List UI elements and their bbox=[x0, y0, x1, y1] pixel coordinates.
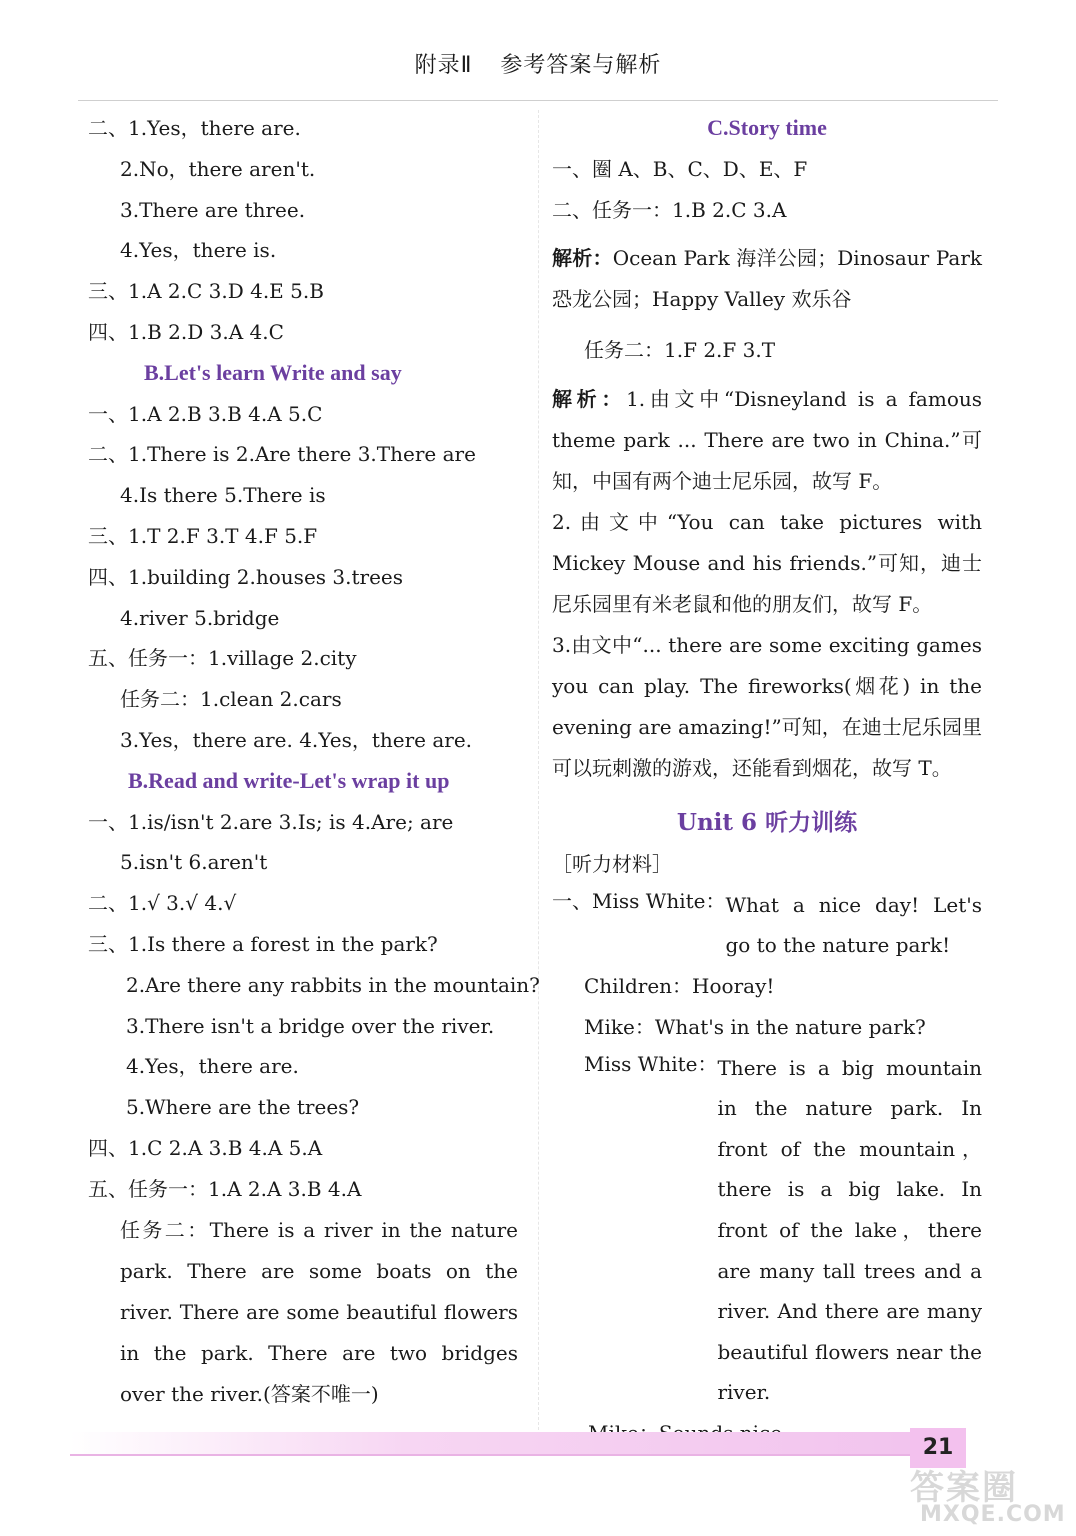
dialogue-line: Children：Hooray! bbox=[584, 973, 775, 998]
watermark-bottom: MXQE.COM bbox=[920, 1502, 1066, 1527]
dialogue-line bbox=[552, 1048, 982, 1413]
unit-title: Unit 6 听力训练 bbox=[676, 809, 858, 837]
answer-line: 四、1.C 2.A 3.B 4.A 5.A bbox=[88, 1135, 323, 1160]
header-appendix: 附录Ⅱ bbox=[414, 53, 473, 78]
answer-line: 3.There are three. bbox=[120, 197, 306, 222]
footer-band bbox=[70, 1432, 910, 1454]
analysis-label: 解析： bbox=[552, 387, 627, 412]
answer-line: 3.There isn't a bridge over the river. bbox=[126, 1013, 495, 1038]
answer-line: 2.No，there aren't. bbox=[120, 156, 316, 181]
section-heading: B.Let's learn Write and say bbox=[144, 359, 402, 385]
answer-line: 二、1.Yes，there are. bbox=[88, 116, 301, 140]
answer-line: 4.Yes，there is. bbox=[120, 238, 277, 263]
right-column bbox=[552, 108, 982, 1454]
answer-line: 五、任务一：1.A 2.A 3.B 4.A bbox=[88, 1176, 362, 1201]
answer-line: 任务二：1.F 2.F 3.T bbox=[584, 338, 776, 363]
speaker: 一、Miss White： bbox=[552, 888, 726, 913]
section-heading: B.Read and write-Let's wrap it up bbox=[128, 767, 450, 793]
analysis-1 bbox=[552, 238, 982, 320]
answer-line: 4.Yes，there are. bbox=[126, 1054, 299, 1079]
analysis-2-item: 2.由文中“You can take pictures with Mickey Mouse and his friends.”可知，迪士尼乐园里有米老鼠和他的朋友们，故写 F。 bbox=[552, 510, 982, 617]
task2-paragraph: 任务二：There is a river in the nature park. There are some boats on the river. There are some beautiful flowers in the park. There are two bridges over the river.(答案不唯一) bbox=[120, 1217, 518, 1406]
header-rule bbox=[78, 100, 998, 101]
section-heading: C.Story time bbox=[707, 115, 827, 140]
page-number: 21 bbox=[910, 1428, 966, 1468]
answer-line: 四、1.B 2.D 3.A 4.C bbox=[88, 319, 284, 344]
speech: There is a big mountain in the nature park. In front of the mountain，there is a big lake. In front of the lake，there are many tall trees and a river. And there are many beautiful flowers near the river. bbox=[717, 1055, 982, 1405]
analysis-2 bbox=[552, 379, 982, 502]
answer-line: 一、圈 A、B、C、D、E、F bbox=[552, 156, 808, 181]
watermark bbox=[900, 1460, 1070, 1530]
speaker: Miss White： bbox=[584, 1051, 718, 1076]
answer-line: 4.Is there 5.There is bbox=[120, 483, 326, 508]
answer-line: 三、1.A 2.C 3.D 4.E 5.B bbox=[88, 279, 324, 304]
page-header bbox=[0, 48, 1076, 79]
answer-line: 二、任务一：1.B 2.C 3.A bbox=[552, 197, 787, 222]
analysis-text: Ocean Park 海洋公园；Dinosaur Park 恐龙公园；Happy Valley 欢乐谷 bbox=[552, 246, 982, 312]
answer-line: 3.Yes，there are. 4.Yes，there are. bbox=[120, 727, 473, 752]
watermark-top: 答案圈 bbox=[910, 1468, 1018, 1508]
analysis-text: 1.由文中“Disneyland is a famous theme park ... There are two in China.”可知，中国有两个迪士尼乐园，故写 F。 bbox=[552, 387, 983, 494]
answer-line: 二、1.There is 2.Are there 3.There are bbox=[88, 442, 476, 467]
answer-line: 5.Where are the trees? bbox=[126, 1095, 360, 1120]
speech: What a nice day! Let's go to the nature park! bbox=[725, 892, 982, 958]
answer-line: 五、任务一：1.village 2.city bbox=[88, 646, 357, 671]
column-divider bbox=[538, 110, 539, 1430]
answer-line: 5.isn't 6.aren't bbox=[120, 850, 268, 875]
answer-line: 任务二：1.clean 2.cars bbox=[120, 687, 342, 712]
dialogue-line: Mike：What's in the nature park? bbox=[584, 1014, 926, 1039]
analysis-2-item: 3.由文中“... there are some exciting games you can play. The fireworks(烟花) in the evening are amazing!”可知，在迪士尼乐园里可以玩刺激的游戏，还能看到烟花，故写 T。 bbox=[552, 633, 982, 781]
answer-line: 三、1.Is there a forest in the park? bbox=[88, 931, 438, 956]
answer-line: 一、1.A 2.B 3.B 4.A 5.C bbox=[88, 401, 323, 426]
answer-line: 2.Are there any rabbits in the mountain? bbox=[126, 972, 540, 997]
answer-line: 4.river 5.bridge bbox=[120, 605, 280, 630]
material-label: ［听力材料］ bbox=[552, 851, 672, 876]
answer-line: 一、1.is/isn't 2.are 3.Is; is 4.Are; are bbox=[88, 809, 454, 834]
header-title: 参考答案与解析 bbox=[500, 53, 662, 78]
answer-line: 四、1.building 2.houses 3.trees bbox=[88, 564, 404, 589]
left-column bbox=[88, 108, 540, 1415]
answer-line: 二、1.√ 3.√ 4.√ bbox=[88, 891, 237, 916]
footer-rule bbox=[70, 1454, 910, 1456]
dialogue-line bbox=[552, 885, 982, 966]
answer-line: 三、1.T 2.F 3.T 4.F 5.F bbox=[88, 523, 318, 548]
analysis-label: 解析： bbox=[552, 246, 613, 271]
